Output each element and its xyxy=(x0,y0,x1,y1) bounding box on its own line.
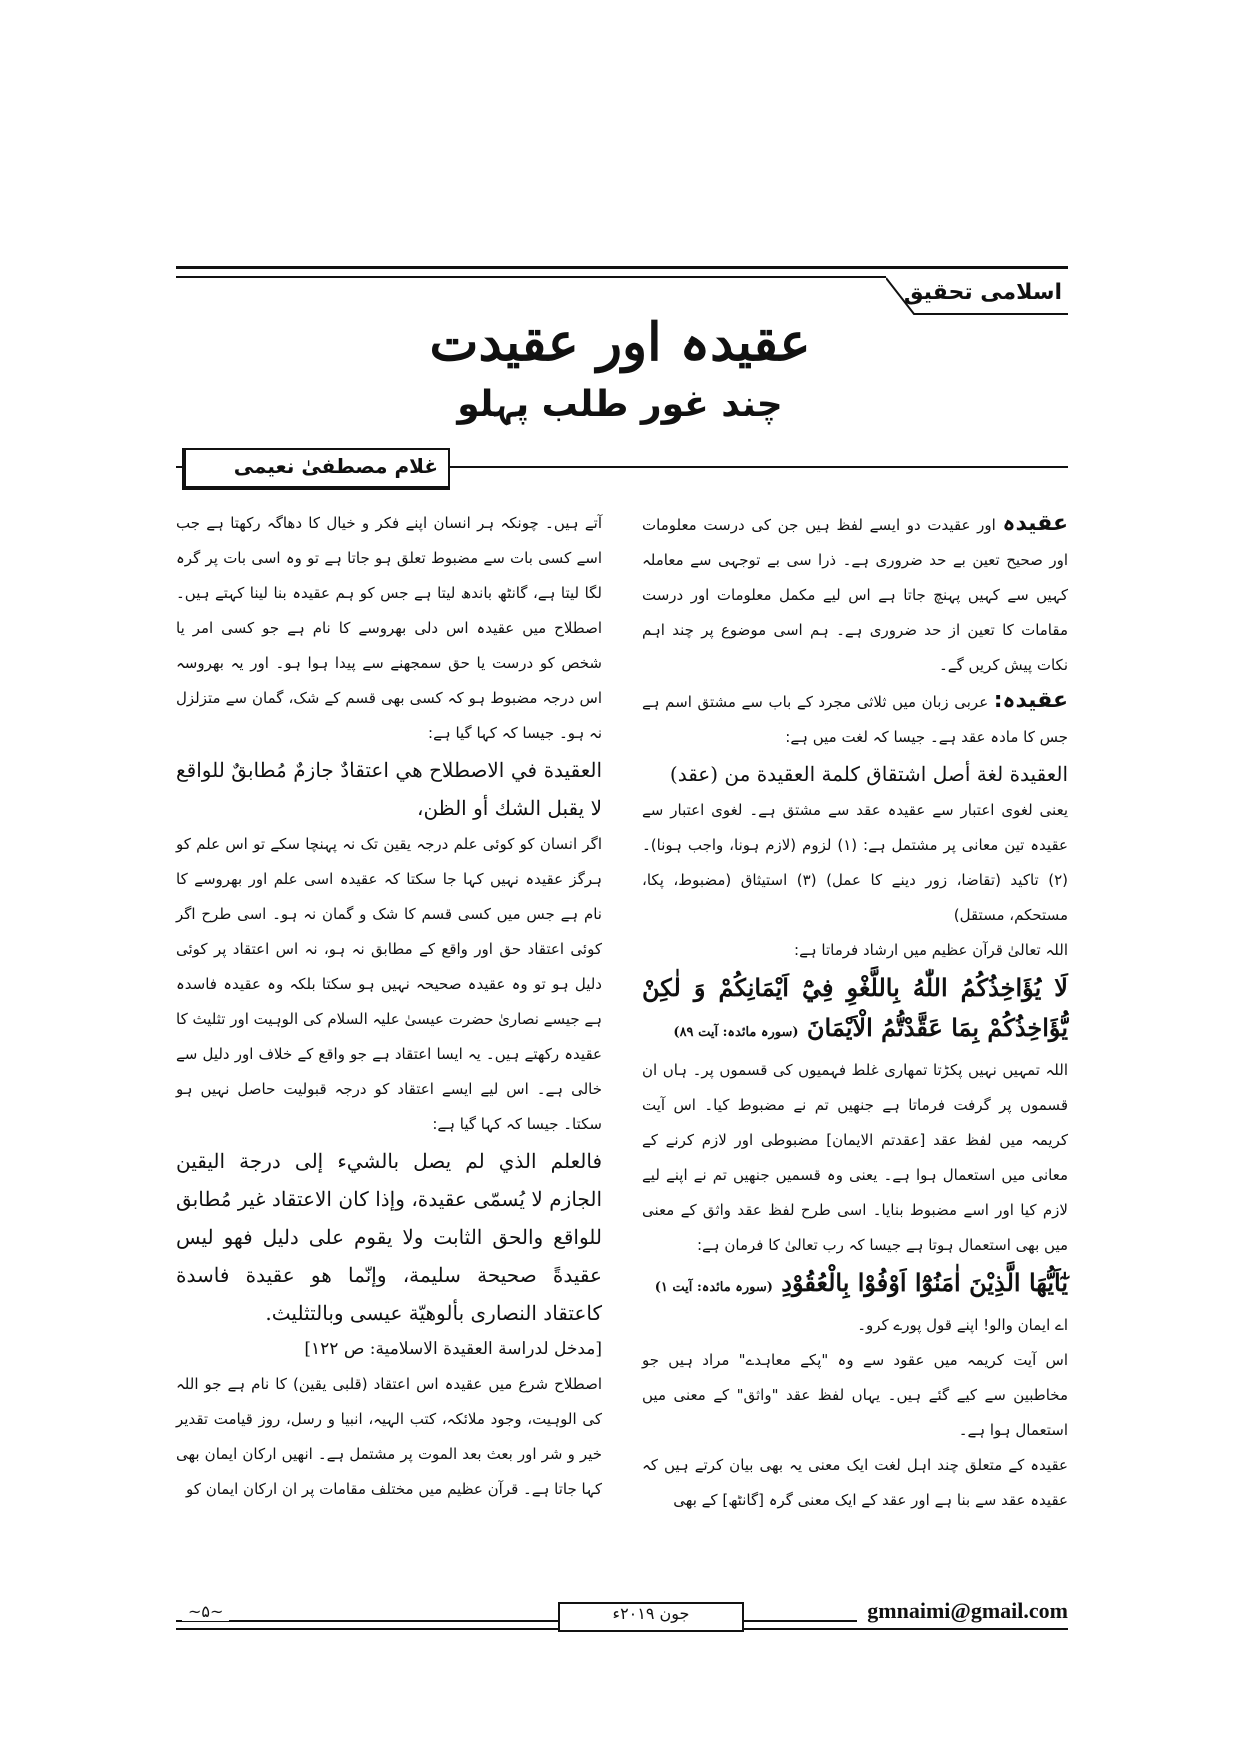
left-column xyxy=(176,506,602,1507)
paragraph-text: اور عقیدت دو ایسے لفظ ہیں جن کی درست معلومات اور صحیح تعین بے حد ضروری ہے۔ ذرا سی بے توجہی سے معاملہ کہیں سے کہیں پہنچ جاتا ہے اس لیے مکمل معلومات اور درست مقامات کا تعین از حد ضروری ہے۔ ہم اسی موضوع پر چند اہم نکات پیش کریں گے۔ xyxy=(642,516,1068,674)
lead-word: عقیدہ: xyxy=(993,688,1068,713)
paragraph xyxy=(642,506,1068,683)
quran-verse xyxy=(642,968,1068,1053)
paragraph xyxy=(642,683,1068,755)
verse-reference: (سورہ مائدہ: آیت ۱) xyxy=(654,1280,773,1295)
author-email: gmnaimi@gmail.com xyxy=(857,1598,1068,1624)
arabic-quote: العقيدة لغة أصل اشتقاق كلمة العقيدة من (عقد) xyxy=(669,762,1068,786)
paragraph: اصطلاح شرع میں عقیدہ اس اعتقاد (قلبی یقین) کا نام ہے جو اللہ کی الوہیت، وجود ملائکہ، کتب الہیہ، انبیا و رسل، روز قیامت تقدیر خیر و شر اور بعث بعد الموت پر مشتمل ہے۔ انھیں ارکان ایمان بھی کہا جاتا ہے۔ قرآن عظیم میں مختلف مقامات پر ان ارکان ایمان کو xyxy=(176,1375,602,1498)
lead-word: عقیدہ xyxy=(1002,511,1068,536)
paragraph: یعنی لغوی اعتبار سے عقیدہ عقد سے مشتق ہے۔ لغوی اعتبار سے عقیدہ تین معانی پر مشتمل ہے: (۱) لزوم (لازم ہونا، واجب ہونا)۔ (۲) تاکید (تقاضا، زور دینے کا عمل) (۳) استیثاق (مضبوط، پکا، مستحکم، مستقل) xyxy=(642,801,1068,924)
source-citation: [مدخل لدراسة العقيدة الاسلامية: ص ۱۲۲] xyxy=(304,1339,602,1359)
paragraph: عقیدہ کے متعلق چند اہل لغت ایک معنی یہ بھی بیان کرتے ہیں کہ عقیدہ عقد سے بنا ہے اور عقد کے ایک معنی گرہ [گانٹھ] کے بھی xyxy=(642,1456,1068,1509)
right-column xyxy=(642,506,1068,1518)
paragraph: آتے ہیں۔ چونکہ ہر انسان اپنے فکر و خیال کا دھاگہ رکھتا ہے جب اسے کسی بات سے مضبوط تعلق ہو جاتا ہے تو وہ اسی بات پر گرہ لگا لیتا ہے، گانٹھ باندھ لیتا ہے جس کو ہم عقیدہ بنا لینا کہتے ہیں۔ اصطلاح میں عقیدہ اس دلی بھروسے کا نام ہے جو کسی امر یا شخص کو درست یا حق سمجھنے سے پیدا ہوا ہو۔ اور یہ بھروسہ اس درجہ مضبوط ہو کہ کسی بھی قسم کے شک، گمان سے متزلزل نہ ہو۔ جیسا کہ کہا گیا ہے: xyxy=(176,514,602,742)
arabic-quote: العقيدة في الاصطلاح هي اعتقادٌ جازمٌ مُطابقٌ للواقع لا يقبل الشك أو الظن، xyxy=(176,758,602,820)
article-title: عقیدہ اور عقیدت xyxy=(429,312,811,373)
paragraph: اس آیت کریمہ میں عقود سے وہ "پکے معاہدے" مراد ہیں جو مخاطبین سے کیے گئے ہیں۔ یہاں لفظ عقد "واثق" کے معنی میں استعمال ہوا ہے۔ xyxy=(642,1351,1068,1439)
paragraph: اگر انسان کو کوئی علم درجہ یقین تک نہ پہنچا سکے تو اس علم کو ہرگز عقیدہ نہیں کہا جا سکتا کہ عقیدہ اسی علم اور بھروسے کا نام ہے جس میں کسی قسم کا شک و گمان نہ ہو۔ اسی طرح اگر کوئی اعتقاد حق اور واقع کے مطابق نہ ہو، نہ اس اعتقاد پر کوئی دلیل ہو تو وہ عقیدہ صحیحہ نہیں ہو سکتا بلکہ وہ عقیدہ فاسدہ ہے جیسے نصاریٰ حضرت عیسیٰ علیہ السلام کی الوہیت اور تثلیث کا عقیدہ رکھتے ہیں۔ یہ ایسا اعتقاد ہے جو واقع کے خلاف اور دلیل سے خالی ہے۔ اس لیے ایسے اعتقاد کو درجہ قبولیت حاصل نہیں ہو سکتا۔ جیسا کہ کہا گیا ہے: xyxy=(176,835,602,1133)
verse-text: يٰٓاَيُّهَا الَّذِيْنَ اٰمَنُوْٓا اَوْفُوْا بِالْعُقُوْدِ xyxy=(781,1268,1068,1297)
author-name: غلام مصطفیٰ نعیمی xyxy=(233,454,438,478)
paragraph: اللہ تمہیں نہیں پکڑتا تمھاری غلط فہمیوں کی قسموں پر۔ ہاں ان قسموں پر گرفت فرماتا ہے جنھیں تم نے مضبوط کیا۔ اس آیت کریمہ میں لفظ عقد [عقدتم الایمان] مضبوطی اور لازم کرنے کے معانی میں استعمال ہوا ہے۔ یعنی وہ قسمیں جنھیں تم نے اپنے لیے لازم کیا اور اسے مضبوط بنایا۔ اسی طرح لفظ عقد واثق کے معنی میں بھی استعمال ہوتا ہے جیسا کہ رب تعالیٰ کا فرمان ہے: xyxy=(642,1061,1068,1254)
article-subtitle: چند غور طلب پہلو xyxy=(457,384,783,425)
header-rule-secondary xyxy=(176,276,886,278)
author-box xyxy=(182,448,450,490)
page-number: ~۵~ xyxy=(182,1602,229,1621)
paragraph: اللہ تعالیٰ قرآن عظیم میں ارشاد فرماتا ہے: xyxy=(794,941,1068,959)
header-rule xyxy=(176,266,1068,269)
paragraph: اے ایمان والو! اپنے قول پورے کرو۔ xyxy=(857,1316,1068,1334)
page-footer xyxy=(176,1598,1068,1634)
issue-date: جون ۲۰۱۹ء xyxy=(558,1602,744,1632)
verse-reference: (سورہ مائدہ: آیت ۸۹) xyxy=(673,1025,799,1040)
author-bar xyxy=(176,448,1068,488)
arabic-quote: فالعلم الذي لم يصل بالشيء إلى درجة اليقين الجازم لا يُسمّى عقيدة، وإذا كان الاعتقاد غير مُطابق للواقع والحق الثابت ولا يقوم على دليل فهو ليس عقيدةً صحيحة سليمة، وإنّما هو عقيدة فاسدة كاعتقاد النصارى بألوهيّة عيسى وبالتثليث. xyxy=(176,1149,602,1325)
quran-verse xyxy=(642,1263,1068,1308)
section-label: اسلامی تحقیق xyxy=(903,280,1062,305)
paragraph-text: عربی زبان میں ثلاثی مجرد کے باب سے مشتق اسم ہے جس کا مادہ عقد ہے۔ جیسا کہ لغت میں ہے: xyxy=(642,693,1068,746)
verse-text: لَا يُؤَاخِذُكُمُ اللّٰهُ بِاللَّغْوِ فِيْٓ اَيْمَانِكُمْ وَ لٰكِنْ يُّؤَاخِذُكُمْ بِمَا عَقَّدْتُّمُ الْاَيْمَانَ xyxy=(642,973,1068,1042)
